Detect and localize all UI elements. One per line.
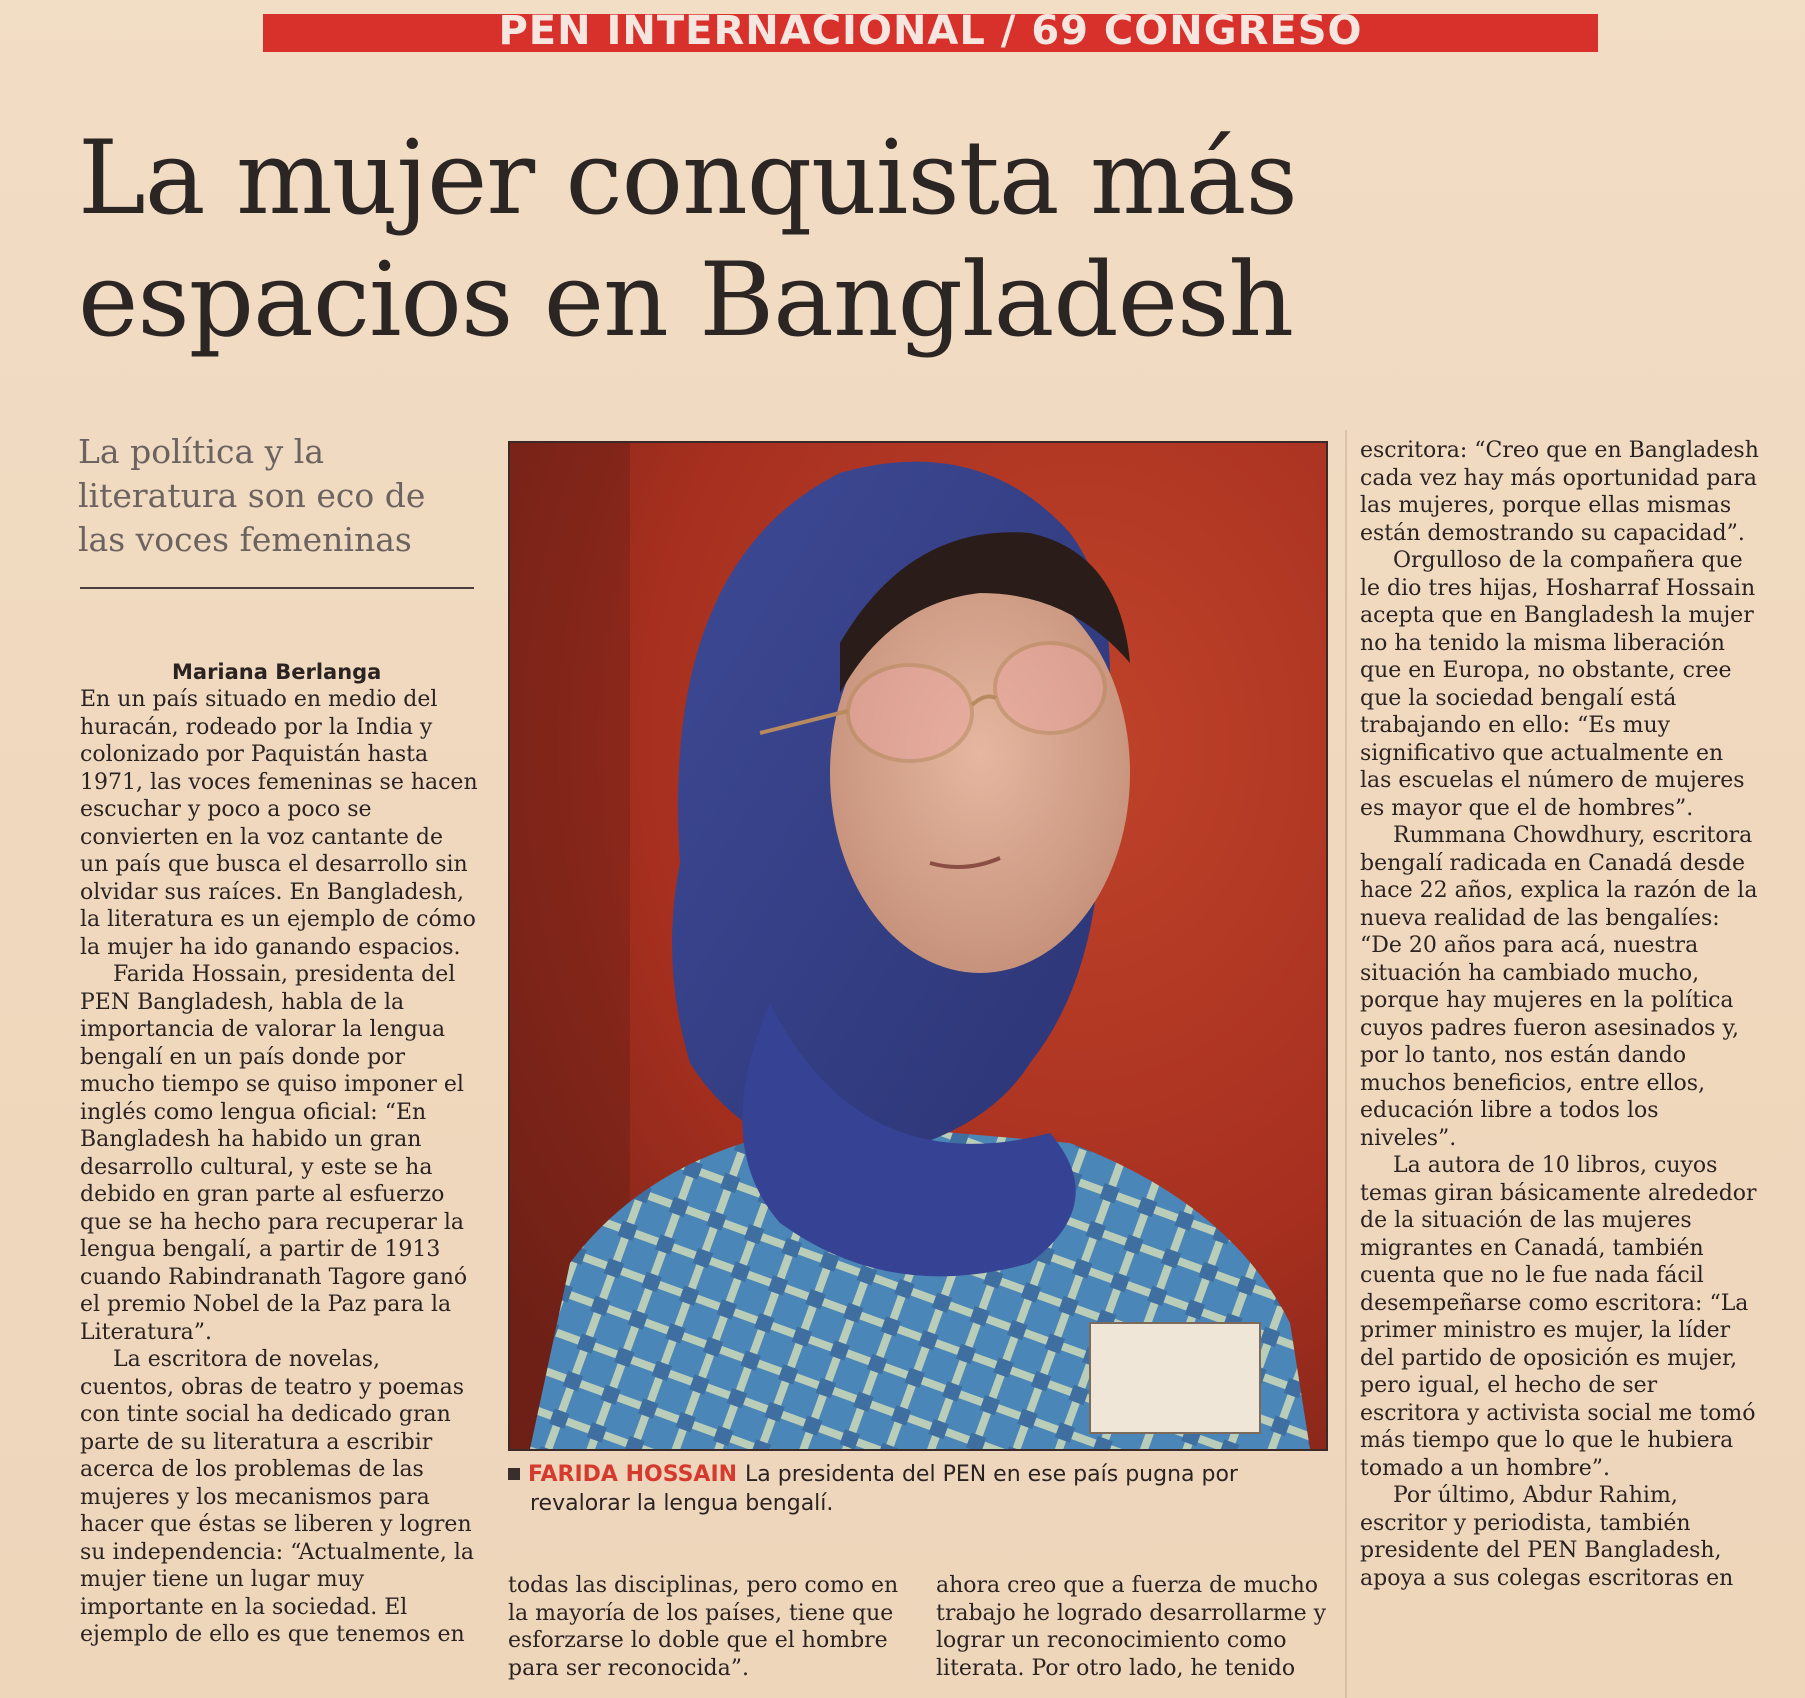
caption-name: FARIDA HOSSAIN [528, 1462, 738, 1487]
paragraph: Rummana Chowdhury, escritora bengalí radicada en Canadá desde hace 22 años, explica la razón de la nueva realidad de las bengalíes: “De 20 años para acá, nuestra situación ha cambiado mucho, porque hay mujeres en la política cuyos padres fueron asesinados y, por lo tanto, nos están dando muchos beneficios, entre ellos, educación libre a todos los niveles”. [1360, 823, 1758, 1151]
article-column-4 [1360, 437, 1760, 1592]
article-column-1 [80, 659, 478, 1649]
paragraph: La autora de 10 libros, cuyos temas giran básicamente alrededor de la situación de las mujeres migrantes en Canadá, también cuenta que no le fue nada fácil desempeñarse como escritora: “La primer ministro es mujer, la líder del partido de oposición es mujer, pero igual, el hecho de ser escritora y activista social me tomó más tiempo que lo que le hubiera tomado a un hombre”. [1360, 1153, 1757, 1481]
column-fold-shadow [1345, 430, 1347, 1698]
paragraph: Por último, Abdur Rahim, escritor y periodista, también presidente del PEN Bangladesh, apoya a sus colegas escritoras en [1360, 1483, 1734, 1591]
paragraph: En un país situado en medio del huracán, rodeado por la India y colonizado por Paquistán hasta 1971, las voces femeninas se hacen escuchar y poco a poco se convierten en la voz cantante de un país que busca el desarrollo sin olvidar sus raíces. En Bangladesh, la literatura es un ejemplo de cómo la mujer ha ido ganando espacios. [80, 687, 478, 960]
subtitle-line-2: literatura son eco de [78, 476, 426, 515]
section-banner [263, 14, 1598, 52]
article-column-3 [936, 1572, 1336, 1682]
paragraph: Farida Hossain, presidenta del PEN Bangladesh, habla de la importancia de valorar la lengua bengalí en un país donde por mucho tiempo se quiso imponer el inglés como lengua oficial: “En Bangladesh ha habido un gran desarrollo cultural, y este se ha debido en gran parte al esfuerzo que se ha hecho para recuperar la lengua bengalí, a partir de 1913 cuando Rabindranath Tagore ganó el premio Nobel de la Paz para la Literatura”. [80, 962, 468, 1345]
paragraph: Orgulloso de la compañera que le dio tres hijas, Hosharraf Hossain acepta que en Bangladesh la mujer no ha tenido la misma liberación que en Europa, no obstante, cree que la sociedad bengalí está trabajando en ello: “Es muy significativo que actualmente en las escuelas el número de mujeres es mayor que el de hombres”. [1360, 548, 1756, 821]
subtitle-divider [80, 587, 474, 589]
caption-line-1 [508, 1460, 1328, 1489]
paragraph: ahora creo que a fuerza de mucho trabajo he logrado desarrollarme y lograr un reconocimiento como literata. Por otro lado, he tenido [936, 1573, 1327, 1681]
subtitle-line-1: La política y la [78, 432, 325, 471]
square-bullet-icon [508, 1468, 520, 1480]
paragraph: escritora: “Creo que en Bangladesh cada vez hay más oportunidad para las mujeres, porque ellas mismas están demostrando su capacidad”. [1360, 438, 1759, 546]
headline [78, 118, 1658, 362]
paragraph: La escritora de novelas, cuentos, obras de teatro y poemas con tinte social ha dedicado gran parte de su literatura a escribir acerca de los problemas de las mujeres y los mecanismos para hacer que éstas se liberen y logren su independencia: “Actualmente, la mujer tiene un lugar muy importante en la sociedad. El ejemplo de ello es que tenemos en [80, 1347, 475, 1647]
subtitle [78, 430, 478, 562]
subtitle-line-3: las voces femeninas [78, 520, 412, 559]
photo-caption [508, 1460, 1328, 1518]
portrait-illustration [510, 443, 1326, 1449]
article-column-2 [508, 1572, 908, 1682]
portrait-photo [508, 441, 1328, 1451]
caption-text-1: La presidenta del PEN en ese país pugna por [745, 1462, 1238, 1487]
section-label: PEN INTERNACIONAL / 69 CONGRESO [498, 14, 1363, 52]
paragraph: todas las disciplinas, pero como en la mayoría de los países, tiene que esforzarse lo doble que el hombre para ser reconocida”. [508, 1573, 899, 1681]
headline-line-2: espacios en Bangladesh [78, 241, 1294, 360]
headline-line-1: La mujer conquista más [78, 119, 1297, 238]
caption-line-2: revalorar la lengua bengalí. [530, 1491, 834, 1516]
byline: Mariana Berlanga [172, 660, 382, 684]
